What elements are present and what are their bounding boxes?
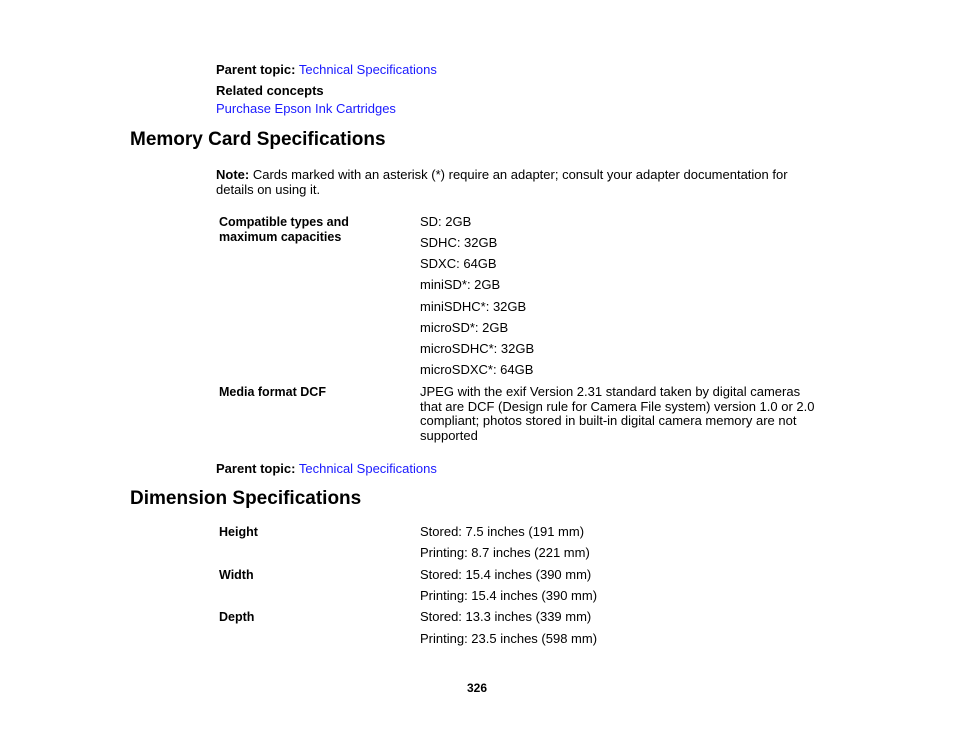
compat-value-7: microSDXC*: 64GB (420, 362, 534, 377)
compat-value-3: miniSD*: 2GB (420, 277, 501, 292)
depth-stored: Stored: 13.3 inches (339 mm) (420, 609, 592, 624)
height-stored: Stored: 7.5 inches (191 mm) (420, 524, 585, 539)
media-format-value: JPEG with the exif Version 2.31 standard taken by digital cameras that are DCF (Design rule for Camera File system) version 1.0 or 2.0 compliant; photos stored in built-in digital camera memory are not supported (420, 384, 815, 443)
related-concepts-label: Related concepts (216, 83, 324, 98)
parent-topic-line (216, 62, 437, 77)
compat-value-2: SDXC: 64GB (420, 256, 497, 271)
compat-value-5: microSD*: 2GB (420, 320, 509, 335)
height-printing: Printing: 8.7 inches (221 mm) (420, 545, 590, 560)
compat-value-0: SD: 2GB (420, 214, 472, 229)
compat-value-4: miniSDHC*: 32GB (420, 299, 527, 314)
parent-topic-label: Parent topic: (216, 461, 296, 476)
compat-value-6: microSDHC*: 32GB (420, 341, 535, 356)
parent-topic-label: Parent topic: (216, 62, 296, 77)
memory-parent-topic-line (216, 461, 437, 476)
memory-note (216, 167, 816, 197)
parent-topic-link[interactable]: Technical Specifications (298, 461, 437, 476)
width-printing: Printing: 15.4 inches (390 mm) (420, 588, 598, 603)
width-label: Width (219, 568, 254, 582)
memory-section-title: Memory Card Specifications (130, 129, 386, 150)
compat-value-1: SDHC: 32GB (420, 235, 498, 250)
media-format-label: Media format DCF (219, 385, 326, 399)
note-label: Note: (216, 167, 250, 182)
depth-label: Depth (219, 610, 255, 624)
dimension-section-title: Dimension Specifications (130, 488, 362, 509)
width-stored: Stored: 15.4 inches (390 mm) (420, 567, 592, 582)
page-number: 326 (466, 681, 488, 695)
note-text: Cards marked with an asterisk (*) require an adapter; consult your adapter documentation for details on using it. (216, 167, 788, 197)
height-label: Height (219, 525, 258, 539)
compat-label: Compatible types and maximum capacities (219, 215, 349, 244)
related-concept-link[interactable]: Purchase Epson Ink Cartridges (216, 101, 396, 116)
parent-topic-link[interactable]: Technical Specifications (298, 62, 437, 77)
depth-printing: Printing: 23.5 inches (598 mm) (420, 631, 598, 646)
